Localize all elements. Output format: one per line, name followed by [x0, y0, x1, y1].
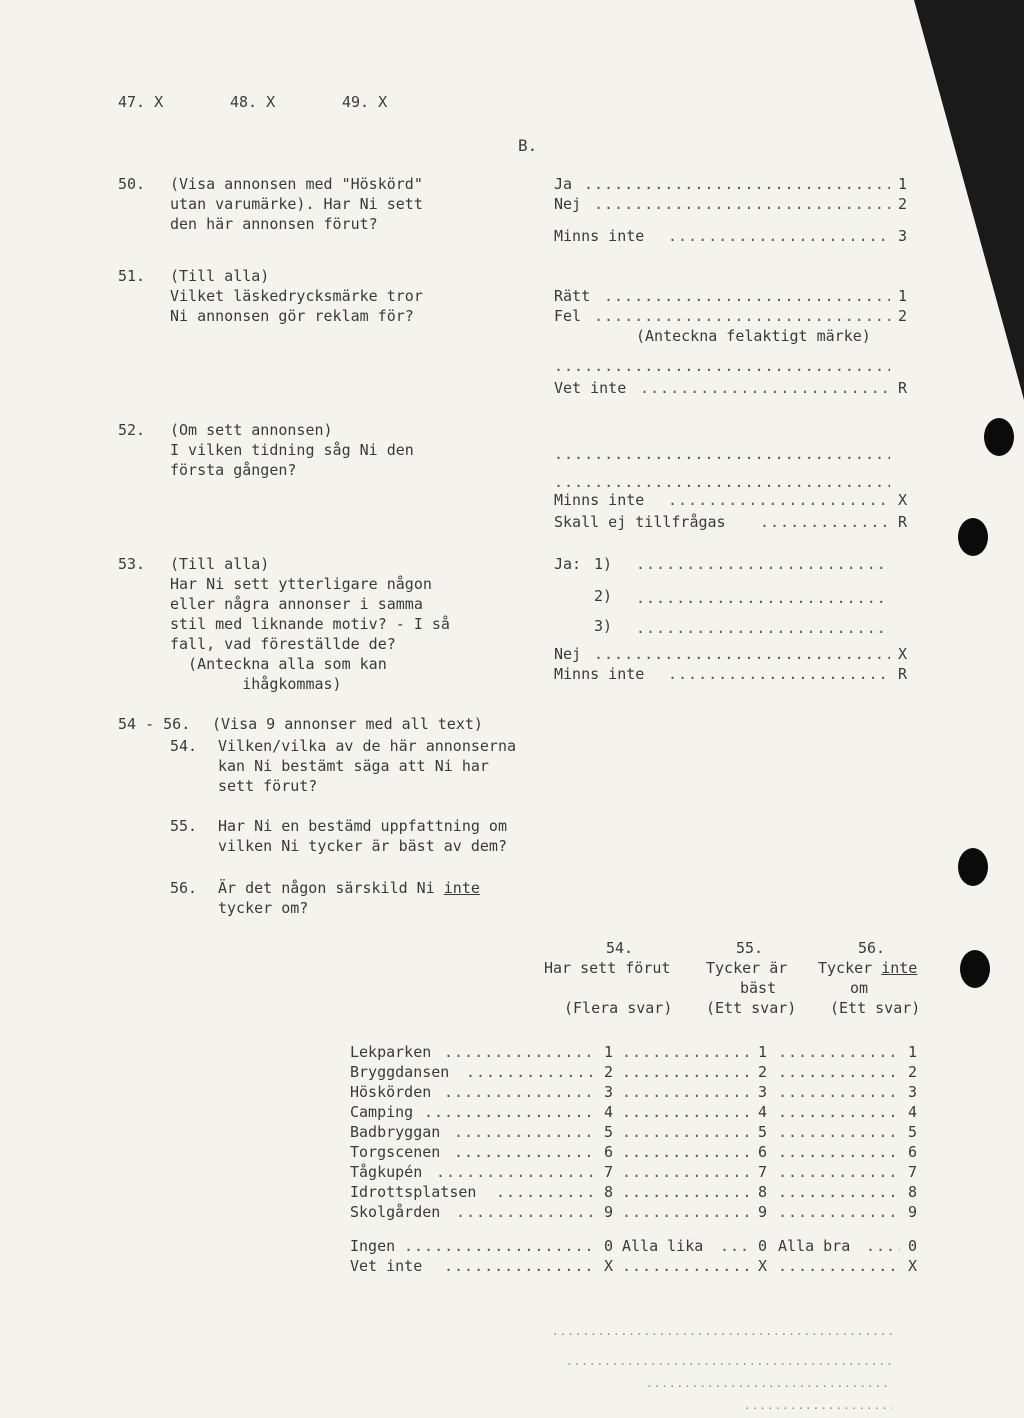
row-code-56: 7 [908, 1163, 918, 1181]
q47-code: 47. X [118, 93, 164, 111]
q55-line: vilken Ni tycker är bäst av dem? [218, 837, 507, 855]
leader-dots [444, 1082, 596, 1102]
q53-ja-item: 2) [594, 587, 613, 605]
row-label: Tågkupén [350, 1163, 423, 1181]
q54-56-range: 54 - 56. [118, 715, 191, 733]
row-code-56: 6 [908, 1143, 918, 1161]
q52-option-code: R [898, 513, 908, 531]
alla-bra-label: Alla bra [778, 1237, 851, 1255]
q51-option-label: Rätt [554, 287, 591, 305]
row-label: Ingen [350, 1237, 396, 1255]
row-code-56: 3 [908, 1083, 918, 1101]
row-label: Idrottsplatsen [350, 1183, 477, 1201]
leader-dots [466, 1062, 596, 1082]
leader-dots [622, 1182, 750, 1202]
q56-text: Är det någon särskild Ni [218, 879, 435, 897]
leader-dots [668, 664, 890, 684]
row-code-56: 4 [908, 1103, 918, 1121]
leader-dots [778, 1062, 900, 1082]
leader-dots [594, 194, 890, 214]
leader-dots [636, 588, 890, 608]
q51-line: Vilket läskedrycksmärke tror [170, 287, 423, 305]
q51-line: Ni annonsen gör reklam för? [170, 307, 414, 325]
leader-dots [778, 1162, 900, 1182]
leader-dots [594, 306, 890, 326]
q51-option-code: 2 [898, 307, 908, 325]
q50-option-code: 3 [898, 227, 908, 245]
row-code-56: 0 [908, 1237, 918, 1255]
q50-option-code: 2 [898, 195, 908, 213]
row-code-54: 5 [604, 1123, 614, 1141]
leader-dots [456, 1202, 596, 1222]
row-code-54: 0 [604, 1237, 614, 1255]
row-code-55: 1 [758, 1043, 768, 1061]
row-code-54: 8 [604, 1183, 614, 1201]
leader-dots [778, 1082, 900, 1102]
leader-dots [778, 1256, 900, 1276]
torn-corner [914, 0, 1024, 400]
alla-lika-label: Alla lika [622, 1237, 704, 1255]
leader-dots [760, 512, 890, 532]
q53-ja-item: 3) [594, 617, 613, 635]
q50-line: (Visa annonsen med "Höskörd" [170, 175, 423, 193]
leader-dots [584, 174, 890, 194]
leader-dots [566, 1352, 892, 1372]
leader-dots [720, 1236, 750, 1256]
leader-dots [622, 1162, 750, 1182]
col56-heading2: om [850, 979, 869, 997]
leader-dots [640, 378, 890, 398]
leader-dots [668, 490, 890, 510]
row-code-54: 1 [604, 1043, 614, 1061]
q50-option-label: Ja [554, 175, 573, 193]
leader-dots [454, 1142, 596, 1162]
row-code-56: 8 [908, 1183, 918, 1201]
row-code-56: X [908, 1257, 918, 1275]
q55-number: 55. [170, 817, 198, 835]
q53-option-code: X [898, 645, 908, 663]
leader-dots [552, 1322, 892, 1342]
section-label: B. [518, 136, 538, 155]
q53-line: stil med liknande motiv? - I så [170, 615, 450, 633]
leader-dots [778, 1142, 900, 1162]
q53-line: (Till alla) [170, 555, 270, 573]
row-code-54: 6 [604, 1143, 614, 1161]
q51-option-label: Fel [554, 307, 582, 325]
leader-dots [622, 1062, 750, 1082]
q50-option-label: Nej [554, 195, 582, 213]
leader-dots [622, 1202, 750, 1222]
q56-line [218, 878, 480, 898]
row-code-55: 6 [758, 1143, 768, 1161]
col54-number: 54. [606, 939, 634, 957]
q53-line: Har Ni sett ytterligare någon [170, 575, 432, 593]
leader-dots [554, 472, 890, 492]
q49-code: 49. X [342, 93, 388, 111]
row-label: Skolgården [350, 1203, 441, 1221]
leader-dots [604, 286, 890, 306]
leader-dots [646, 1374, 892, 1394]
leader-dots [636, 618, 890, 638]
col54-heading: Har sett förut [544, 959, 671, 977]
q54-line: sett förut? [218, 777, 318, 795]
q52-line: I vilken tidning såg Ni den [170, 441, 414, 459]
col55-heading: Tycker är [706, 959, 788, 977]
leader-dots [622, 1102, 750, 1122]
q53-option-code: R [898, 665, 908, 683]
row-code-54: 7 [604, 1163, 614, 1181]
q52-option-label: Skall ej tillfrågas [554, 513, 726, 531]
q52-option-code: X [898, 491, 908, 509]
q55-line: Har Ni en bestämd uppfattning om [218, 817, 507, 835]
punch-hole [958, 848, 988, 886]
leader-dots [444, 1042, 596, 1062]
leader-dots [778, 1182, 900, 1202]
q53-option-label: Nej [554, 645, 582, 663]
row-code-54: 4 [604, 1103, 614, 1121]
q50-option-code: 1 [898, 175, 908, 193]
col55-heading2: bäst [740, 979, 777, 997]
leader-dots [404, 1236, 596, 1256]
row-code-55: 9 [758, 1203, 768, 1221]
leader-dots [622, 1256, 750, 1276]
leader-dots [636, 554, 890, 574]
q50-number: 50. [118, 175, 146, 193]
row-label: Vet inte [350, 1257, 423, 1275]
row-code-54: 3 [604, 1083, 614, 1101]
q51-number: 51. [118, 267, 146, 285]
row-code-55: 7 [758, 1163, 768, 1181]
row-code-54: 9 [604, 1203, 614, 1221]
leader-dots [496, 1182, 596, 1202]
q56-line: tycker om? [218, 899, 309, 917]
col56-number: 56. [858, 939, 886, 957]
leader-dots [424, 1102, 596, 1122]
leader-dots [744, 1396, 892, 1416]
row-label: Badbryggan [350, 1123, 441, 1141]
row-label: Lekparken [350, 1043, 432, 1061]
q52-line: första gången? [170, 461, 297, 479]
leader-dots [554, 444, 890, 464]
row-code-56: 9 [908, 1203, 918, 1221]
row-code-56: 5 [908, 1123, 918, 1141]
row-label: Torgscenen [350, 1143, 441, 1161]
row-code-55: 8 [758, 1183, 768, 1201]
q56-underlined: inte [443, 879, 480, 897]
leader-dots [622, 1142, 750, 1162]
col56-heading-text: Tycker [818, 959, 873, 977]
punch-hole [984, 418, 1014, 456]
leader-dots [622, 1122, 750, 1142]
col55-note: (Ett svar) [706, 999, 797, 1017]
punch-hole [960, 950, 990, 988]
q51-note: (Anteckna felaktigt märke) [636, 327, 871, 345]
col56-heading [818, 958, 917, 978]
q48-code: 48. X [230, 93, 276, 111]
row-label: Höskörden [350, 1083, 432, 1101]
row-code-55: 2 [758, 1063, 768, 1081]
q50-option-label: Minns inte [554, 227, 645, 245]
q50-line: utan varumärke). Har Ni sett [170, 195, 423, 213]
q53-option-label: Minns inte [554, 665, 645, 683]
q53-line: eller några annonser i samma [170, 595, 423, 613]
q53-line: ihågkommas) [170, 675, 342, 693]
row-code-55: 5 [758, 1123, 768, 1141]
leader-dots [454, 1122, 596, 1142]
row-code-56: 2 [908, 1063, 918, 1081]
row-code-54: X [604, 1257, 614, 1275]
q53-line: fall, vad föreställde de? [170, 635, 396, 653]
q51-dontknow-label: Vet inte [554, 379, 627, 397]
q53-ja-item: 1) [594, 555, 613, 573]
q51-option-code: 1 [898, 287, 908, 305]
leader-dots [436, 1162, 596, 1182]
row-code-55: 3 [758, 1083, 768, 1101]
leader-dots [778, 1042, 900, 1062]
leader-dots [778, 1122, 900, 1142]
row-code-55: 4 [758, 1103, 768, 1121]
q50-line: den här annonsen förut? [170, 215, 378, 233]
leader-dots [778, 1102, 900, 1122]
col56-note: (Ett svar) [830, 999, 921, 1017]
row-code-55: 0 [758, 1237, 768, 1255]
leader-dots [622, 1082, 750, 1102]
q54-56-instruction: (Visa 9 annonser med all text) [212, 715, 483, 733]
q52-line: (Om sett annonsen) [170, 421, 333, 439]
q51-dontknow-code: R [898, 379, 908, 397]
leader-dots [866, 1236, 900, 1256]
col54-note: (Flera svar) [564, 999, 673, 1017]
col56-heading-underlined: inte [881, 959, 918, 977]
leader-dots [594, 644, 890, 664]
q52-option-label: Minns inte [554, 491, 645, 509]
q54-line: kan Ni bestämt säga att Ni har [218, 757, 489, 775]
q53-number: 53. [118, 555, 146, 573]
leader-dots [778, 1202, 900, 1222]
punch-hole [958, 518, 988, 556]
row-label: Bryggdansen [350, 1063, 450, 1081]
q53-ja-label: Ja: [554, 555, 582, 573]
row-code-54: 2 [604, 1063, 614, 1081]
q54-line: Vilken/vilka av de här annonserna [218, 737, 517, 755]
q53-line: (Anteckna alla som kan [170, 655, 387, 673]
row-label: Camping [350, 1103, 414, 1121]
col55-number: 55. [736, 939, 764, 957]
q52-number: 52. [118, 421, 146, 439]
q51-line: (Till alla) [170, 267, 270, 285]
leader-dots [668, 226, 890, 246]
q54-number: 54. [170, 737, 198, 755]
row-code-55: X [758, 1257, 768, 1275]
leader-dots [554, 356, 890, 376]
leader-dots [444, 1256, 596, 1276]
row-code-56: 1 [908, 1043, 918, 1061]
q56-number: 56. [170, 879, 198, 897]
leader-dots [622, 1042, 750, 1062]
